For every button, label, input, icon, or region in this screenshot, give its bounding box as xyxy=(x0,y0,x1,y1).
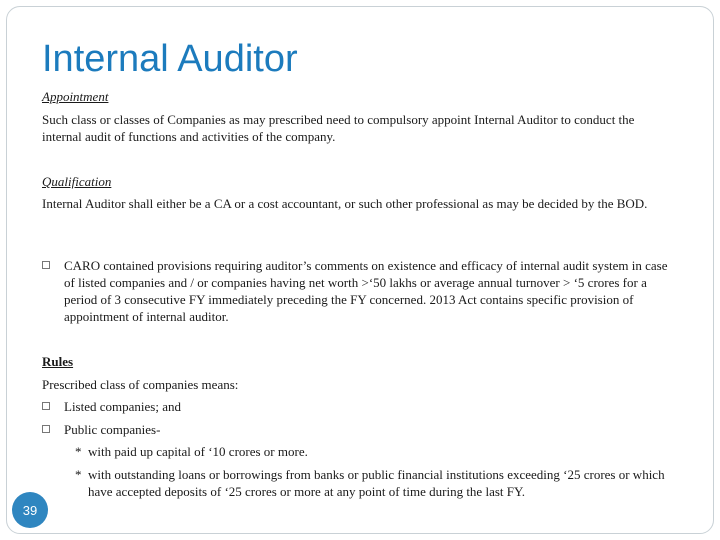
page-number-badge: 39 xyxy=(12,492,48,528)
rules-sub-item-text: with paid up capital of ‘10 crores or more. xyxy=(88,444,308,459)
qualification-bullet xyxy=(42,257,677,325)
asterisk-bullet-icon: * xyxy=(75,444,82,459)
rules-bullet-text: Public companies- xyxy=(64,422,161,437)
rules-bullet-text: Listed companies; and xyxy=(64,399,181,414)
checkbox-bullet-icon xyxy=(42,402,50,410)
qualification-heading: Qualification xyxy=(42,174,112,189)
checkbox-bullet-icon xyxy=(42,425,50,433)
appointment-text: Such class or classes of Companies as may prescribed need to compulsory appoint Internal Auditor to conduct the internal audit of functions and activities of the company. xyxy=(42,112,635,144)
appointment-heading: Appointment xyxy=(42,89,109,104)
qualification-text: Internal Auditor shall either be a CA or a cost accountant, or such other professional as may be decided by the BOD. xyxy=(42,196,648,211)
rules-intro: Prescribed class of companies means: xyxy=(42,377,239,392)
rules-sub-item-text: with outstanding loans or borrowings from banks or public financial institutions exceeding ‘25 crores or which have accepted deposits of ‘25 crores or more at any point of time during the last FY. xyxy=(88,467,665,499)
rules-heading: Rules xyxy=(42,354,74,369)
slide-title: Internal Auditor xyxy=(42,38,298,80)
asterisk-bullet-icon: * xyxy=(75,467,82,482)
rules-bullet xyxy=(42,421,677,438)
rules-sub-item xyxy=(75,466,680,500)
checkbox-bullet-icon xyxy=(42,261,50,269)
rules-sub-item xyxy=(75,443,680,460)
rules-bullet xyxy=(42,398,677,415)
qualification-bullet-text: CARO contained provisions requiring auditor’s comments on existence and efficacy of internal audit system in case of listed companies and / or companies having net worth >‘50 lakhs or average annual turnover > ‘5 crores for a period of 3 consecutive FY immediately preceding the FY concerned. 2013 Act contains specific provision of appointment of internal auditor. xyxy=(64,258,668,324)
